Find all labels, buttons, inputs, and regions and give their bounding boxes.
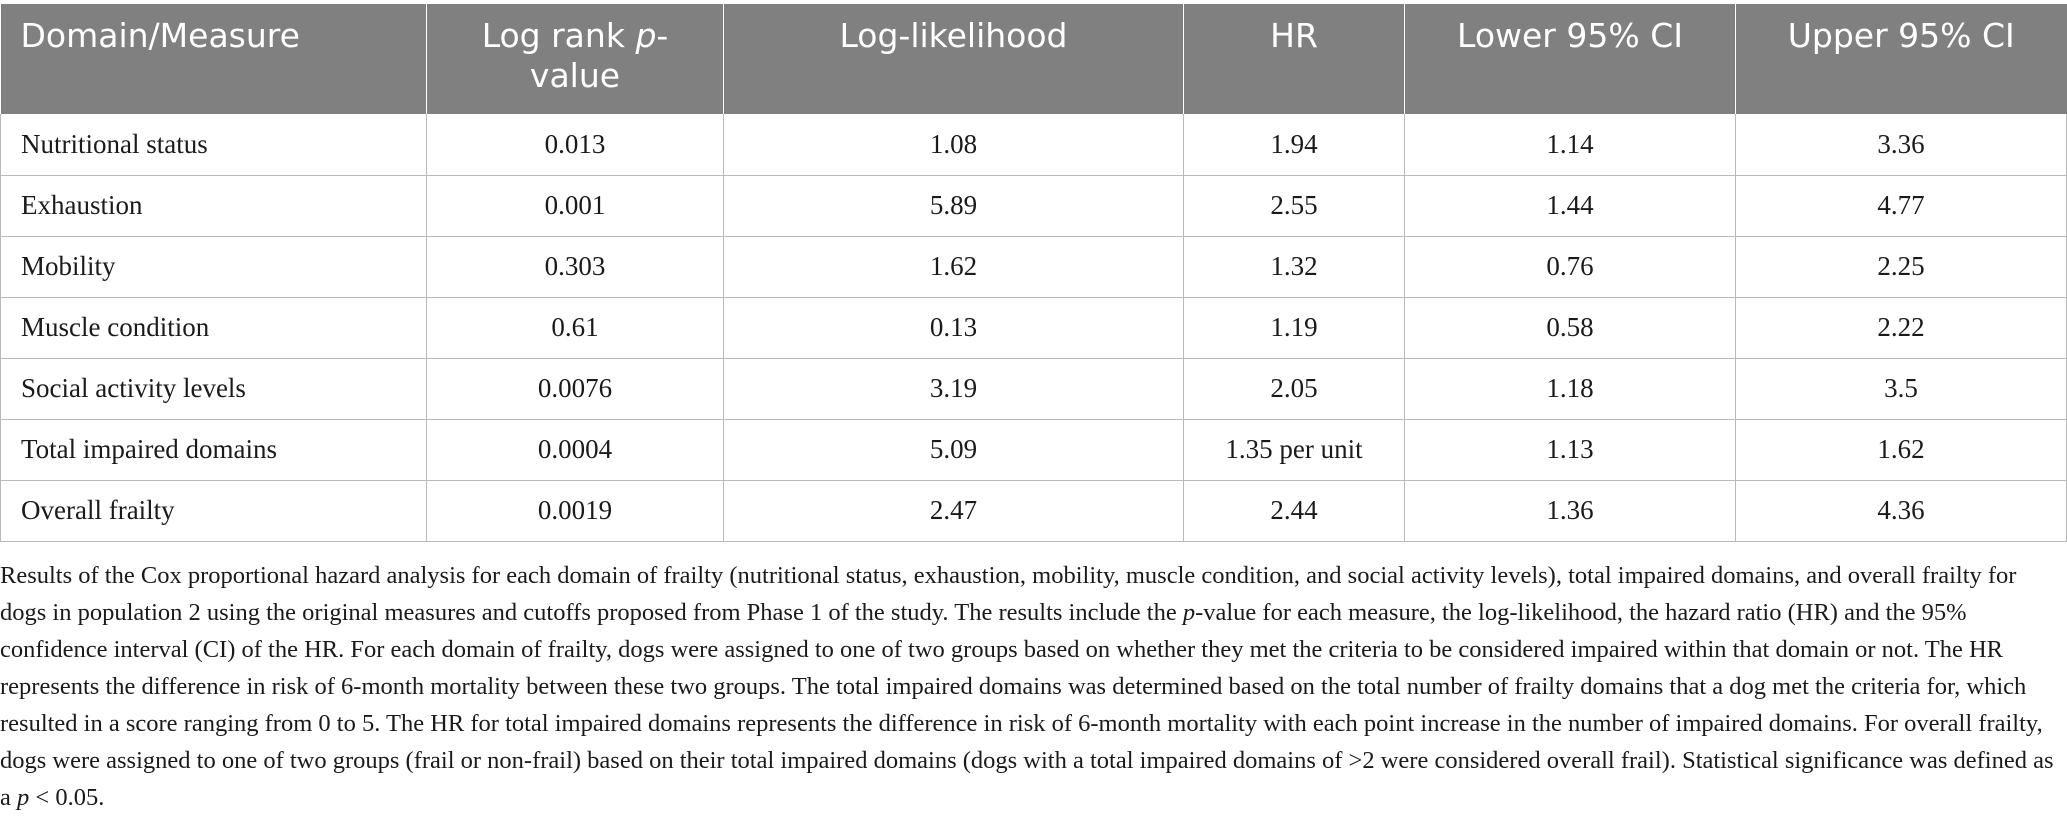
cell-hr: 2.44 — [1184, 480, 1405, 541]
cell-hr: 2.05 — [1184, 358, 1405, 419]
cell-upper-ci: 4.36 — [1736, 480, 2067, 541]
cell-upper-ci: 4.77 — [1736, 175, 2067, 236]
cell-log-likelihood: 2.47 — [724, 480, 1184, 541]
caption-italic-p-1: p — [1182, 599, 1196, 626]
header-upper-ci: Upper 95% CI — [1736, 4, 2067, 114]
header-log-rank-pre: Log rank — [481, 16, 636, 55]
cell-p-value: 0.61 — [427, 297, 724, 358]
caption-part-2: -value for each measure, the log-likelihood, the hazard ratio (HR) and the 95% confidence interval (CI) of the HR. For each domain of frailty, dogs were assigned to one of two groups based on whether they met the criteria to be considered impaired within that domain or not. The HR represents the difference in risk of 6-month mortality between these two groups. The total impaired domains was determined based on the total number of frailty domains that a dog met the criteria for, which resulted in a score ranging from 0 to 5. The HR for total impaired domains represents the difference in risk of 6-month mortality with each point increase in the number of impaired domains. For overall frailty, dogs were assigned to one of two groups (frail or non-frail) based on their total impaired domains (dogs with a total impaired domains of >2 were considered overall frail). Statistical significance was defined as a — [0, 599, 2054, 811]
table-row — [1, 480, 2067, 541]
header-log-rank-post: -value — [529, 16, 669, 95]
cell-log-likelihood: 5.89 — [724, 175, 1184, 236]
cell-hr: 1.94 — [1184, 114, 1405, 175]
cell-p-value: 0.001 — [427, 175, 724, 236]
cell-hr: 1.32 — [1184, 236, 1405, 297]
cell-log-likelihood: 3.19 — [724, 358, 1184, 419]
cell-p-value: 0.303 — [427, 236, 724, 297]
cell-upper-ci: 3.5 — [1736, 358, 2067, 419]
cell-upper-ci: 2.25 — [1736, 236, 2067, 297]
cell-p-value: 0.0076 — [427, 358, 724, 419]
header-log-rank-italic-p: p — [635, 16, 657, 55]
cell-domain: Nutritional status — [1, 114, 427, 175]
caption-part-1: Results of the Cox proportional hazard analysis for each domain of frailty (nutritional status, exhaustion, mobility, muscle condition, and social activity levels), total impaired domains, and overall frailty for dogs in population 2 using the original measures and cutoffs proposed from Phase 1 of the study. The results include the — [0, 562, 2017, 626]
cell-lower-ci: 1.36 — [1405, 480, 1736, 541]
table-caption — [0, 557, 2062, 816]
cell-log-likelihood: 0.13 — [724, 297, 1184, 358]
caption-part-3: < 0.05. — [29, 784, 105, 811]
cell-domain: Overall frailty — [1, 480, 427, 541]
table-row — [1, 175, 2067, 236]
results-table-container — [0, 4, 2067, 542]
header-log-rank-p-value — [427, 4, 724, 114]
header-hr: HR — [1184, 4, 1405, 114]
cell-upper-ci: 3.36 — [1736, 114, 2067, 175]
header-row — [1, 4, 2067, 114]
cell-log-likelihood: 1.08 — [724, 114, 1184, 175]
cell-upper-ci: 1.62 — [1736, 419, 2067, 480]
cell-p-value: 0.0004 — [427, 419, 724, 480]
cell-lower-ci: 0.76 — [1405, 236, 1736, 297]
cell-lower-ci: 1.13 — [1405, 419, 1736, 480]
cell-log-likelihood: 1.62 — [724, 236, 1184, 297]
cell-domain: Mobility — [1, 236, 427, 297]
header-domain-measure: Domain/Measure — [1, 4, 427, 114]
cell-p-value: 0.013 — [427, 114, 724, 175]
cell-domain: Total impaired domains — [1, 419, 427, 480]
cell-domain: Muscle condition — [1, 297, 427, 358]
table-header — [1, 4, 2067, 114]
caption-italic-p-2: p — [17, 784, 30, 811]
table-row — [1, 297, 2067, 358]
cell-p-value: 0.0019 — [427, 480, 724, 541]
cell-hr: 1.19 — [1184, 297, 1405, 358]
cell-lower-ci: 1.14 — [1405, 114, 1736, 175]
table-row — [1, 114, 2067, 175]
cox-hazard-results-table — [0, 4, 2067, 542]
cell-lower-ci: 0.58 — [1405, 297, 1736, 358]
table-body — [1, 114, 2067, 541]
table-row — [1, 419, 2067, 480]
cell-domain: Social activity levels — [1, 358, 427, 419]
cell-domain: Exhaustion — [1, 175, 427, 236]
header-log-likelihood: Log-likelihood — [724, 4, 1184, 114]
cell-lower-ci: 1.44 — [1405, 175, 1736, 236]
cell-hr: 1.35 per unit — [1184, 419, 1405, 480]
table-row — [1, 236, 2067, 297]
cell-log-likelihood: 5.09 — [724, 419, 1184, 480]
table-row — [1, 358, 2067, 419]
cell-hr: 2.55 — [1184, 175, 1405, 236]
cell-upper-ci: 2.22 — [1736, 297, 2067, 358]
header-lower-ci: Lower 95% CI — [1405, 4, 1736, 114]
cell-lower-ci: 1.18 — [1405, 358, 1736, 419]
